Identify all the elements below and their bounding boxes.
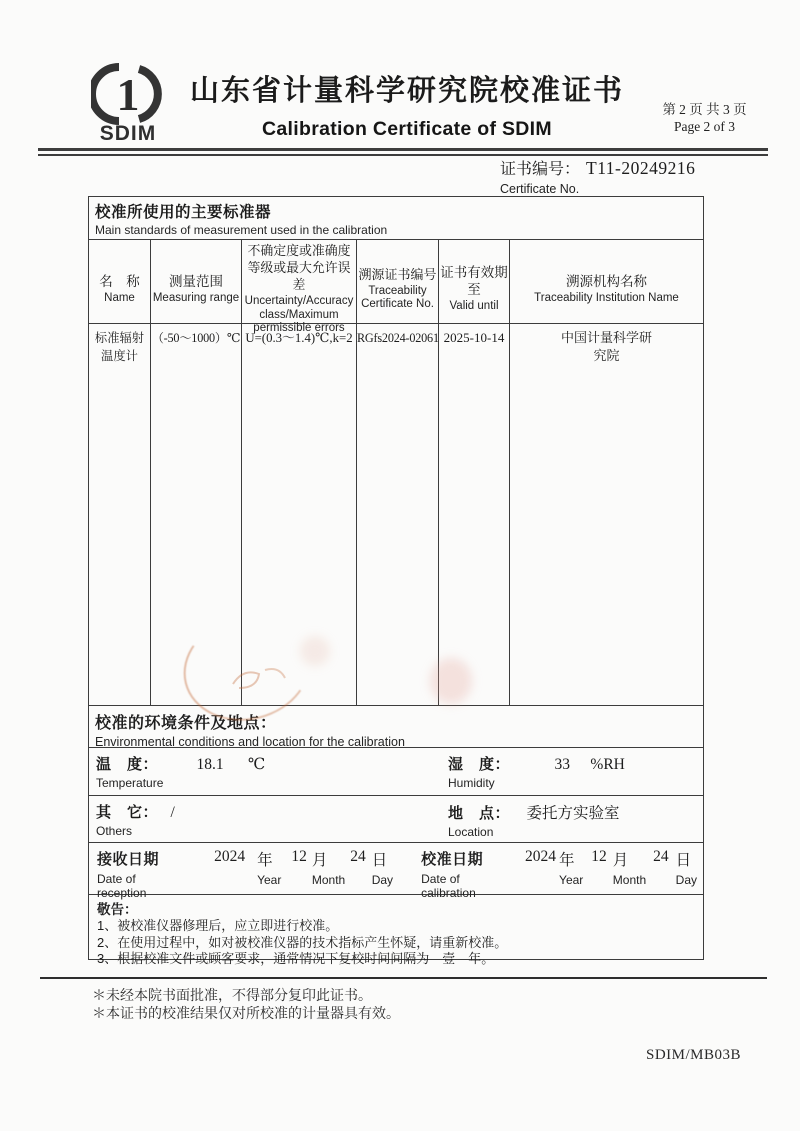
logo-digit: 1 xyxy=(116,69,140,120)
location-field: 地 点： 委托方实验室 Location xyxy=(448,805,620,839)
footer-divider xyxy=(40,977,767,979)
footnotes xyxy=(92,988,400,1023)
cell-measuring-range: （-50～1000）℃ xyxy=(150,324,241,705)
notice-item-1: 1、被校准仪器修理后，应立即进行校准。 xyxy=(97,918,339,933)
page-title-zh: 山东省计量科学研究院校准证书 xyxy=(189,75,624,107)
col-header-name: 名 称 Name xyxy=(99,273,140,304)
reception-year-unit: 年 Year xyxy=(257,852,282,887)
others-field: 其 它： / Others xyxy=(96,804,175,838)
environment-row-others-location xyxy=(88,795,704,843)
standards-data-row xyxy=(88,323,704,706)
col-header-traceability-no: 溯源证书编号 Traceability Certificate No. xyxy=(356,240,438,338)
page-number-zh: 第 2 页 共 3 页 xyxy=(662,102,747,117)
calibration-day-unit: 日 Day xyxy=(675,852,697,887)
footnote-2: ＊本证书的校准结果仅对所校准的计量器具有效。 xyxy=(92,1006,400,1022)
stamp-smudge xyxy=(430,658,472,704)
humidity-value: 33 xyxy=(554,756,570,773)
page-number-en: Page 2 of 3 xyxy=(673,119,736,134)
cell-traceability-cert-no: RGfs2024-02061 xyxy=(356,324,438,705)
dates-row xyxy=(88,842,704,900)
calibration-month-value: 12 xyxy=(591,848,607,865)
standards-title-en: Main standards of measurement used in the calibration xyxy=(95,223,388,237)
notice-title: 敬告： xyxy=(97,902,138,917)
standards-table xyxy=(88,197,704,966)
stamp-smudge-small xyxy=(300,636,330,666)
form-code: SDIM/MB03B xyxy=(646,1047,742,1063)
page-number xyxy=(632,101,777,135)
temperature-unit: ℃ xyxy=(248,756,266,773)
header-divider xyxy=(38,148,768,156)
certificate-number-label-zh: 证书编号： xyxy=(500,161,581,178)
temperature-field: 温 度： 18.1 ℃ Temperature xyxy=(96,756,266,790)
environment-title-zh: 校准的环境条件及地点： xyxy=(95,715,277,732)
col-header-valid-until: 证书有效期至 Valid until xyxy=(438,240,509,338)
footnote-1: ＊未经本院书面批准，不得部分复印此证书。 xyxy=(92,989,372,1004)
sdim-logo xyxy=(76,62,180,146)
calibration-month-unit: 月 Month xyxy=(612,852,647,887)
standards-title-zh: 校准所使用的主要标准器 xyxy=(95,204,272,221)
sdim-logo-icon xyxy=(91,62,165,126)
logo-text: SDIM xyxy=(99,122,157,145)
environment-row-temp-humidity xyxy=(88,747,704,796)
cell-valid-until: 2025-10-14 xyxy=(438,324,509,705)
reception-year-value: 2024 xyxy=(214,848,246,865)
cell-institution: 中国计量科学研究院 xyxy=(509,324,703,705)
page-title-en: Calibration Certificate of SDIM xyxy=(262,118,552,140)
calibration-day-value: 24 xyxy=(653,848,669,865)
reception-day-value: 24 xyxy=(350,848,366,865)
standards-header-row xyxy=(88,239,704,334)
standards-table-title xyxy=(88,196,704,240)
environment-title-en: Environmental conditions and location for the calibration xyxy=(95,735,405,749)
reception-day-unit: 日 Day xyxy=(371,852,394,887)
reception-month-unit: 月 Month xyxy=(311,852,346,887)
col-header-uncertainty: 不确定度或准确度等级或最大允许误差 Uncertainty/Accuracy class/Maximum permissible errors xyxy=(241,240,356,338)
humidity-unit: %RH xyxy=(590,756,625,773)
notice-item-3: 3、根据校准文件或顾客要求，通常情况下复校时间间隔为 壹 年。 xyxy=(97,951,495,966)
certificate-number-value: T11-20249216 xyxy=(586,158,696,178)
certificate-number-block xyxy=(500,156,695,196)
reception-date-label: 接收日期 Date of reception xyxy=(97,851,160,900)
humidity-field: 湿 度： 33 %RH Humidity xyxy=(448,756,625,790)
temperature-value: 18.1 xyxy=(196,756,224,773)
reception-month-value: 12 xyxy=(291,848,307,865)
col-header-range: 测量范围 Measuring range xyxy=(150,240,241,338)
environment-section-title xyxy=(88,705,704,748)
col-header-institution: 溯源机构名称 Traceability Institution Name xyxy=(509,240,703,338)
location-value: 委托方实验室 xyxy=(526,805,620,822)
cell-standard-name: 标准辐射温度计 xyxy=(94,331,145,363)
certificate-number-label-en: Certificate No. xyxy=(500,182,580,196)
title-block xyxy=(168,68,646,141)
notice-item-2: 2、在使用过程中，如对被校准仪器的技术指标产生怀疑，请重新校准。 xyxy=(97,934,508,950)
others-value: / xyxy=(170,804,175,821)
calibration-year-unit: 年 Year xyxy=(559,852,584,887)
calibration-date-label: 校准日期 Date of calibration xyxy=(421,851,484,900)
calibration-year-value: 2024 xyxy=(525,848,557,865)
cell-uncertainty: U=(0.3～1.4)℃,k=2 xyxy=(241,324,356,705)
notice-box xyxy=(88,894,704,966)
